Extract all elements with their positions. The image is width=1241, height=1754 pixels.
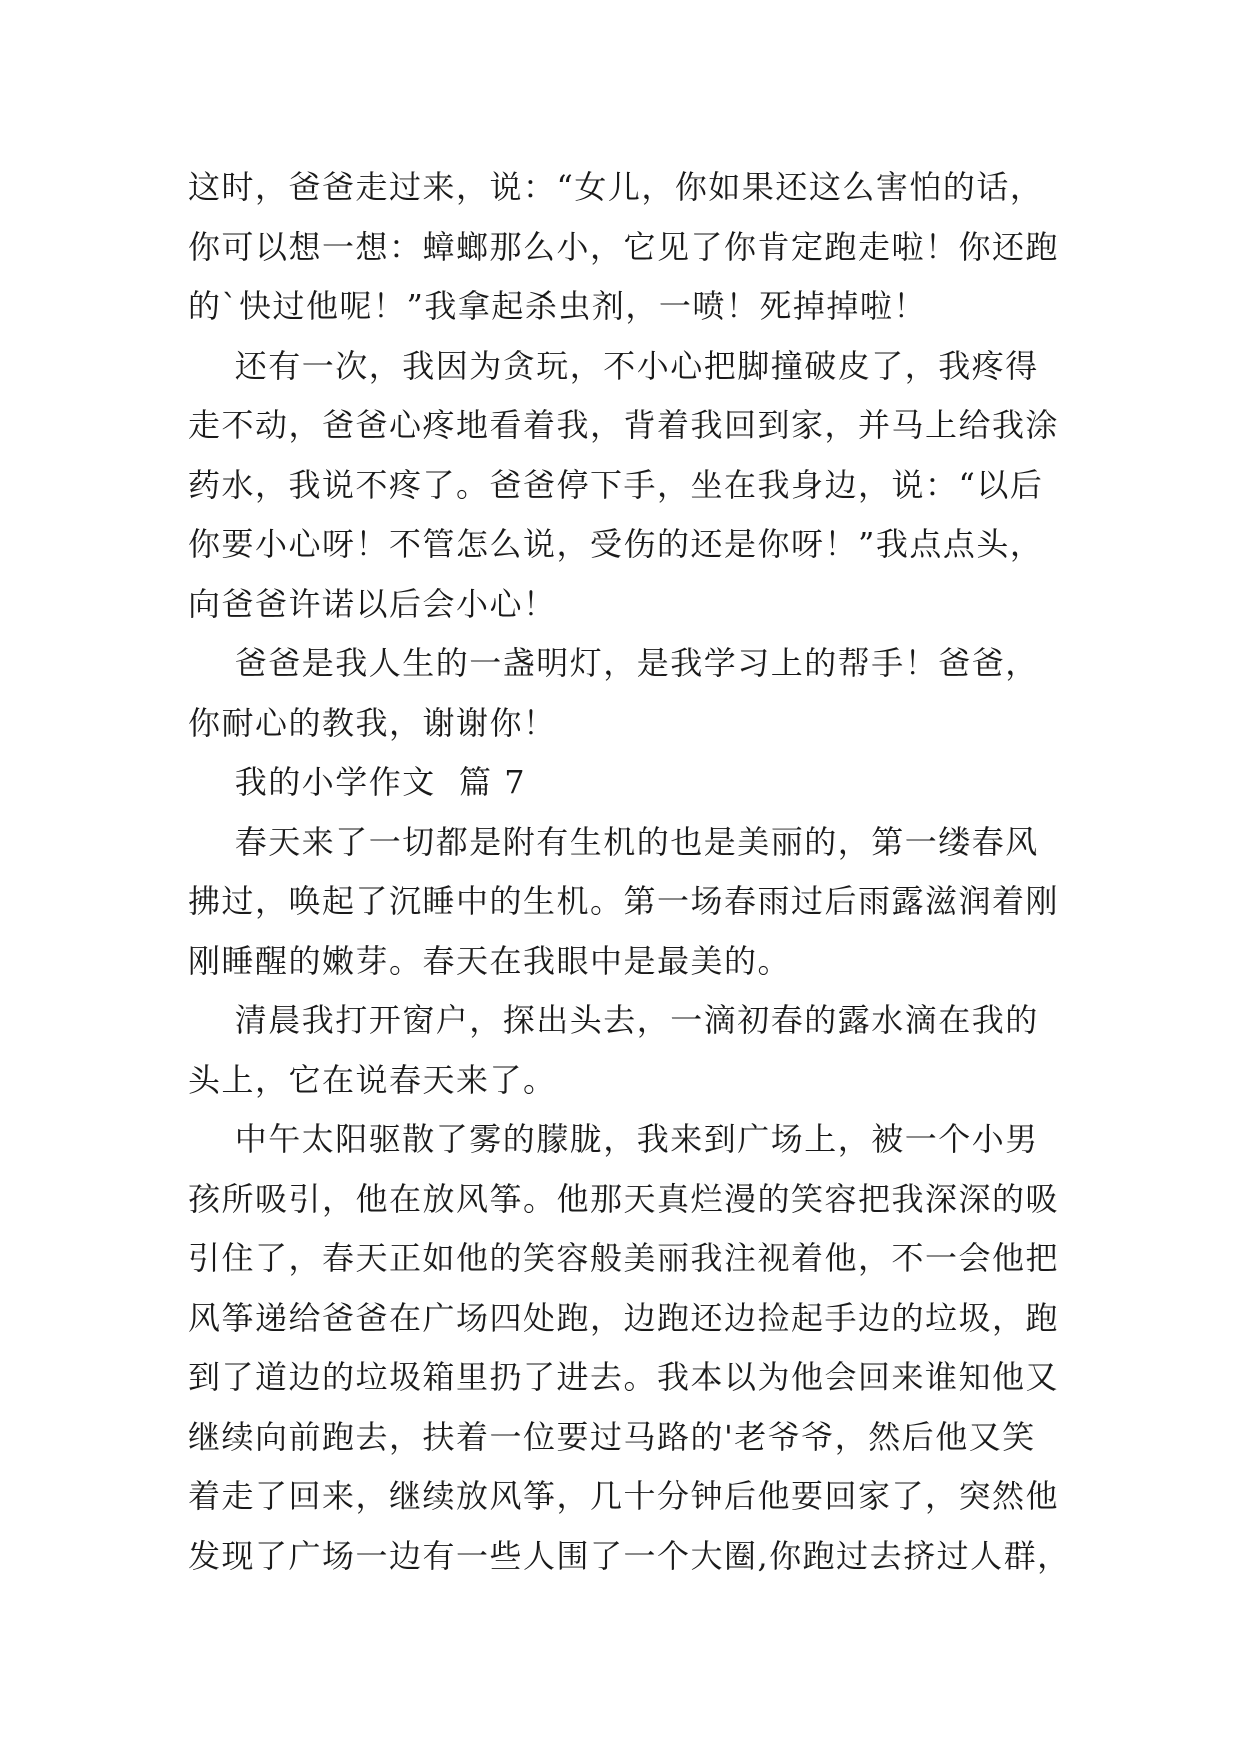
text-line: 向爸爸许诺以后会小心！	[188, 584, 557, 623]
text-line: 继续向前跑去，扶着一位要过马路的'老爷爷，然后他又笑	[188, 1417, 1036, 1456]
section-heading: 我的小学作文 篇 7	[188, 763, 527, 801]
text-line: 你要小心呀！不管怎么说，受伤的还是你呀！”我点点头，	[188, 525, 1044, 563]
text-line: 引住了，春天正如他的笑容般美丽我注视着他，不一会他把	[188, 1239, 1060, 1277]
text-line: 药水，我说不疼了。爸爸停下手，坐在我身边，说：“以后	[188, 465, 1044, 504]
text-line: 清晨我打开窗户，探出头去，一滴初春的露水滴在我的	[188, 1001, 1039, 1039]
text-line: 爸爸是我人生的一盏明灯，是我学习上的帮手！爸爸，	[188, 644, 1039, 682]
text-line: 走不动，爸爸心疼地看着我，背着我回到家，并马上给我涂	[188, 406, 1060, 444]
text-line: 风筝递给爸爸在广场四处跑，边跑还边捡起手边的垃圾，跑	[188, 1298, 1060, 1337]
document-body	[188, 158, 1071, 1586]
text-line: 着走了回来，继续放风筝，几十分钟后他要回家了，突然他	[188, 1477, 1060, 1515]
text-line: 春天来了一切都是附有生机的也是美丽的，第一缕春风	[188, 822, 1039, 861]
text-line: 刚睡醒的嫩芽。春天在我眼中是最美的。	[188, 941, 792, 980]
text-line: 的`快过他呢！”我拿起杀虫剂，一喷！死掉掉啦！	[188, 287, 927, 325]
text-line: 发现了广场一边有一些人围了一个大圈,你跑过去挤过人群，	[188, 1536, 1071, 1575]
text-line: 拂过，唤起了沉睡中的生机。第一场春雨过后雨露滋润着刚	[188, 882, 1060, 920]
text-line: 你耐心的教我，谢谢你！	[188, 703, 557, 742]
text-line: 到了道边的垃圾箱里扔了进去。我本以为他会回来谁知他又	[188, 1358, 1060, 1396]
text-line: 这时，爸爸走过来，说：“女儿，你如果还这么害怕的话，	[188, 168, 1044, 206]
text-line: 头上，它在说春天来了。	[188, 1060, 557, 1099]
text-line: 还有一次，我因为贪玩，不小心把脚撞破皮了，我疼得	[188, 346, 1039, 385]
text-line: 你可以想一想：蟑螂那么小，它见了你肯定跑走啦！你还跑	[188, 227, 1060, 266]
text-line: 孩所吸引，他在放风筝。他那天真烂漫的笑容把我深深的吸	[188, 1179, 1060, 1218]
text-line: 中午太阳驱散了雾的朦胧，我来到广场上，被一个小男	[188, 1120, 1039, 1158]
